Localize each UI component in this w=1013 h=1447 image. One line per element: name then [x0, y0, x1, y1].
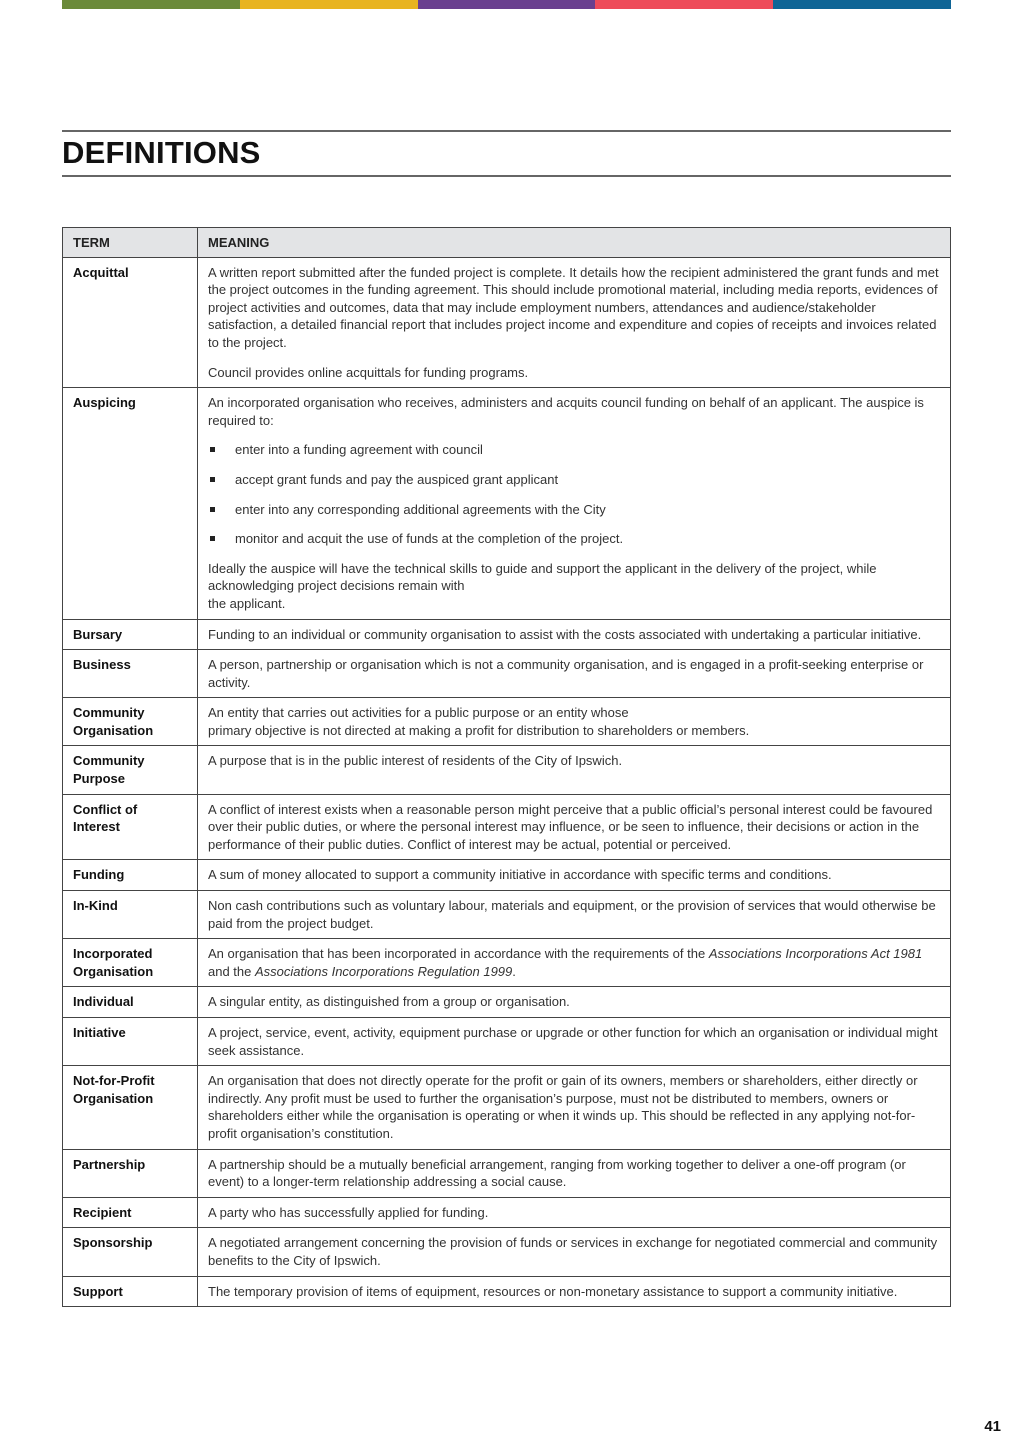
meaning-cell: Non cash contributions such as voluntary labour, materials and equipment, or the provision of services that would otherwise be paid from the project budget.: [198, 891, 951, 939]
bullet-item: accept grant funds and pay the auspiced grant applicant: [208, 471, 940, 489]
color-segment-blue: [773, 0, 951, 9]
term-cell: Recipient: [63, 1197, 198, 1228]
table-header-row: [63, 228, 951, 258]
meaning-cell: An organisation that does not directly operate for the profit or gain of its owners, members or shareholders, either directly or indirectly. Any profit must be used to further the organisation’s purpose, must not be distributed to members, owners or shareholders either while the organisation is operating or when it winds up. This should be reflected in any applying not-for-profit organisation’s constitution.: [198, 1066, 951, 1149]
color-segment-red: [595, 0, 773, 9]
term-cell: Auspicing: [63, 388, 198, 619]
meaning-cell: A singular entity, as distinguished from a group or organisation.: [198, 987, 951, 1018]
table-row: [63, 619, 951, 650]
meaning-text: An organisation that has been incorporated in accordance with the requirements of the: [208, 946, 709, 962]
term-cell: Partnership: [63, 1149, 198, 1197]
table-row: [63, 987, 951, 1018]
term-cell: Support: [63, 1276, 198, 1307]
title-top-rule: [62, 130, 951, 132]
meaning-cell: A project, service, event, activity, equipment purchase or upgrade or other function for which an organisation or individual might seek assistance.: [198, 1018, 951, 1066]
table-row: [63, 860, 951, 891]
meaning-paragraph: Council provides online acquittals for funding programs.: [208, 364, 529, 380]
meaning-cell: Funding to an individual or community organisation to assist with the costs associated with undertaking a particular initiative.: [198, 619, 951, 650]
term-cell: Initiative: [63, 1018, 198, 1066]
term-cell: Conflict of Interest: [63, 794, 198, 860]
term-cell: Bursary: [63, 619, 198, 650]
term-cell: Sponsorship: [63, 1228, 198, 1276]
table-row: [63, 1228, 951, 1276]
meaning-text: Ideally the auspice will have the technical skills to guide and support the applicant in the delivery of the project, while acknowledging project decisions remain with: [208, 560, 877, 594]
term-cell: Incorporated Organisation: [63, 939, 198, 987]
meaning-text: and the: [208, 963, 255, 979]
meaning-cell: A person, partnership or organisation which is not a community organisation, and is engaged in a profit-seeking enterprise or activity.: [198, 650, 951, 698]
table-row: [63, 1018, 951, 1066]
meaning-text: An entity that carries out activities for a public purpose or an entity whose: [208, 705, 629, 721]
color-segment-purple: [418, 0, 596, 9]
meaning-text: the applicant.: [208, 595, 286, 611]
table-row: [63, 1066, 951, 1149]
meaning-cell: A purpose that is in the public interest of residents of the City of Ipswich.: [198, 746, 951, 794]
bullet-item: enter into any corresponding additional agreements with the City: [208, 501, 940, 519]
header-meaning: MEANING: [198, 228, 951, 258]
meaning-text: .: [512, 963, 516, 979]
term-cell: Community Purpose: [63, 746, 198, 794]
meaning-cell: [198, 698, 951, 746]
bullet-item: enter into a funding agreement with council: [208, 441, 940, 459]
page-number: 41: [984, 1418, 1001, 1435]
header-term: TERM: [63, 228, 198, 258]
page-title: DEFINITIONS: [62, 135, 261, 170]
meaning-paragraph: [208, 560, 940, 613]
act-title: Associations Incorporations Act 1981: [708, 946, 923, 962]
term-cell: Acquittal: [63, 257, 198, 388]
meaning-cell: A negotiated arrangement concerning the provision of funds or services in exchange for negotiated commercial and community benefits to the City of Ipswich.: [198, 1228, 951, 1276]
color-segment-yellow: [240, 0, 418, 9]
meaning-paragraph: An incorporated organisation who receives, administers and acquits council funding on behalf of an applicant. The auspice is required to:: [208, 395, 924, 428]
table-row: [63, 257, 951, 388]
table-row: [63, 698, 951, 746]
title-bottom-rule: [62, 175, 951, 177]
meaning-cell: [198, 939, 951, 987]
term-cell: Business: [63, 650, 198, 698]
meaning-text: primary objective is not directed at making a profit for distribution to shareholders or members.: [208, 722, 750, 738]
table-row: [63, 388, 951, 619]
table-row: [63, 1149, 951, 1197]
meaning-cell: A sum of money allocated to support a community initiative in accordance with specific terms and conditions.: [198, 860, 951, 891]
table-row: [63, 939, 951, 987]
term-cell: In-Kind: [63, 891, 198, 939]
top-color-bar: [62, 0, 951, 9]
table-row: [63, 891, 951, 939]
meaning-cell: [198, 257, 951, 388]
meaning-cell: A conflict of interest exists when a reasonable person might perceive that a public official’s personal interest could be favoured over their public duties, or where the personal interest may influence, or be seen to influence, their decisions or action in the performance of their public duties. Conflict of interest may be actual, potential or perceived.: [198, 794, 951, 860]
color-segment-green: [62, 0, 240, 9]
meaning-cell: A party who has successfully applied for funding.: [198, 1197, 951, 1228]
meaning-cell: [198, 388, 951, 619]
meaning-cell: The temporary provision of items of equipment, resources or non-monetary assistance to support a community initiative.: [198, 1276, 951, 1307]
term-cell: Not-for-Profit Organisation: [63, 1066, 198, 1149]
term-cell: Individual: [63, 987, 198, 1018]
definitions-table: [62, 227, 951, 1307]
table-row: [63, 1197, 951, 1228]
table-row: [63, 746, 951, 794]
bullet-list: [208, 441, 940, 547]
term-cell: Funding: [63, 860, 198, 891]
meaning-cell: A partnership should be a mutually beneficial arrangement, ranging from working together to deliver a one-off program (or event) to a longer-term relationship addressing a social cause.: [198, 1149, 951, 1197]
table-row: [63, 1276, 951, 1307]
table-row: [63, 650, 951, 698]
regulation-title: Associations Incorporations Regulation 1999: [255, 963, 513, 979]
table-row: [63, 794, 951, 860]
meaning-paragraph: A written report submitted after the funded project is complete. It details how the recipient administered the grant funds and met the project outcomes in the funding agreement. This should include promotional material, including media reports, evidences of project activities and outcomes, data that may include employment numbers, attendances and audience/stakeholder satisfaction, a detailed financial report that includes project income and expenditure and copies of receipts and invoices related to the project.: [208, 264, 939, 350]
bullet-item: monitor and acquit the use of funds at the completion of the project.: [208, 530, 940, 548]
term-cell: Community Organisation: [63, 698, 198, 746]
